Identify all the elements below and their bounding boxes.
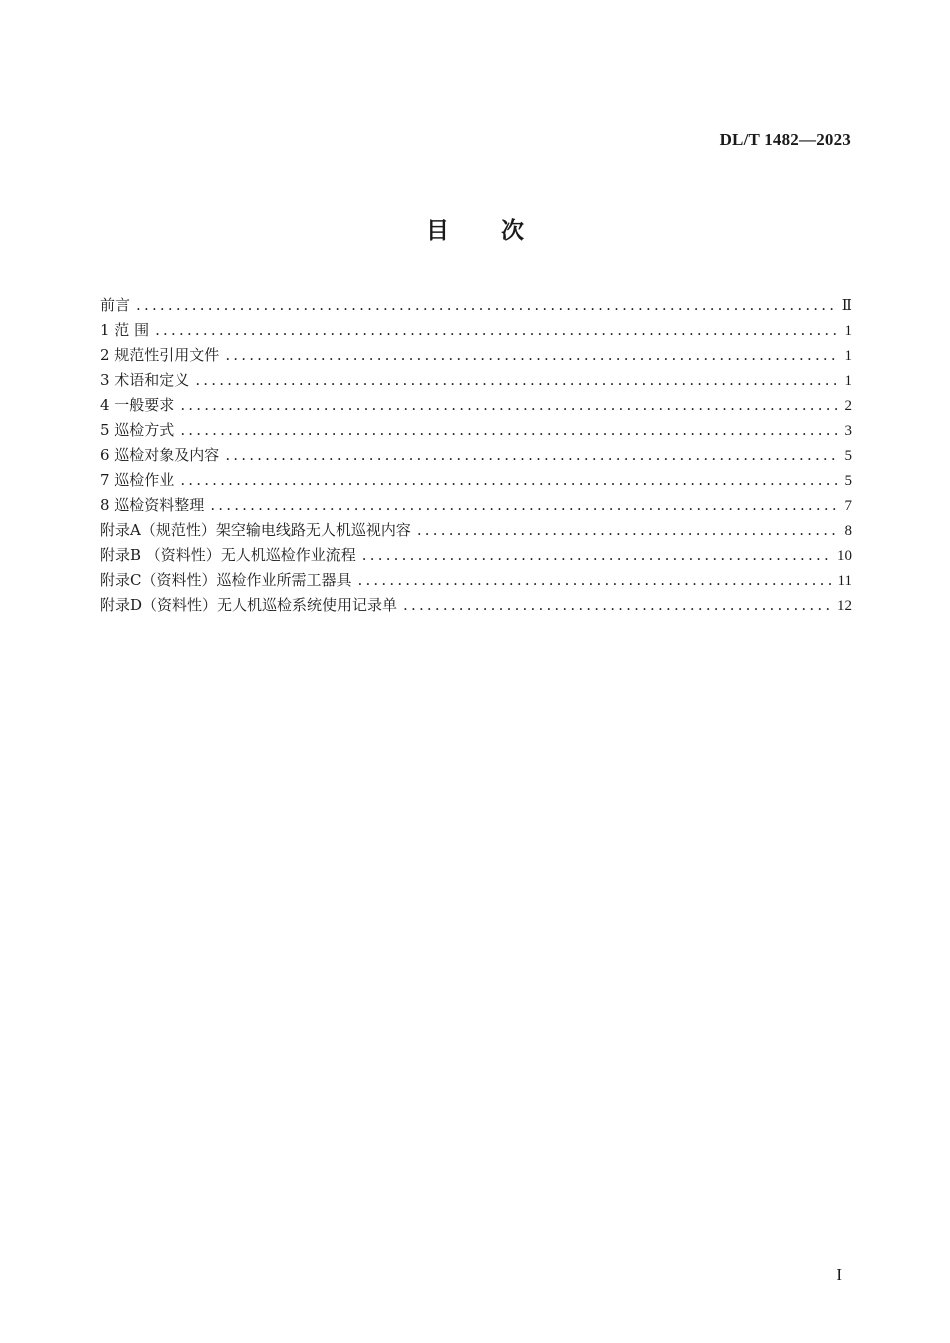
- page-number: I: [836, 1265, 842, 1284]
- toc-dot-leader: [225, 443, 838, 468]
- toc-entry-page: 5: [844, 448, 852, 464]
- toc-entry-text: 3 术语和定义: [100, 371, 190, 389]
- toc-entry-page: 11: [837, 573, 852, 589]
- toc-entry-text: 2 规范性引用文件: [100, 346, 220, 364]
- toc-entry-page: 1: [844, 323, 852, 339]
- toc-entry-data-processing[interactable]: [100, 493, 852, 518]
- toc-entry-text: 附录A（规范性）架空输电线路无人机巡视内容: [100, 521, 411, 539]
- toc-entry-text: 附录B （资料性）无人机巡检作业流程: [100, 546, 356, 564]
- toc-dot-leader: [357, 568, 833, 593]
- toc-entry-normative-references[interactable]: [100, 343, 852, 368]
- toc-dot-leader: [180, 393, 838, 418]
- toc-entry-appendix-d[interactable]: [100, 593, 852, 618]
- toc-entry-text: 4 一般要求: [100, 396, 175, 414]
- toc-entry-text: 5 巡检方式: [100, 421, 175, 439]
- toc-title: 目次: [426, 218, 576, 244]
- toc-entry-text: 8 巡检资料整理: [100, 496, 205, 514]
- toc-entry-scope[interactable]: [100, 318, 852, 343]
- toc-entry-page: Ⅱ: [841, 298, 852, 314]
- toc-dot-leader: [362, 543, 833, 568]
- toc-entry-inspection-objects[interactable]: [100, 443, 852, 468]
- toc-dot-leader: [417, 518, 838, 543]
- toc-entry-appendix-a[interactable]: [100, 518, 852, 543]
- toc-entry-page: 1: [844, 348, 852, 364]
- toc-entry-page: 12: [837, 598, 852, 614]
- toc-entry-page: 3: [844, 423, 852, 439]
- toc-entry-text: 6 巡检对象及内容: [100, 446, 220, 464]
- toc-dot-leader: [225, 343, 838, 368]
- toc-entry-text: 附录D（资料性）无人机巡检系统使用记录单: [100, 596, 398, 614]
- toc-entry-inspection-methods[interactable]: [100, 418, 852, 443]
- toc-entry-appendix-b[interactable]: [100, 543, 852, 568]
- toc-dot-leader: [195, 368, 838, 393]
- toc-entry-page: 5: [844, 473, 852, 489]
- toc-entry-text: 附录C（资料性）巡检作业所需工器具: [100, 571, 352, 589]
- toc-dot-leader: [210, 493, 838, 518]
- toc-dot-leader: [180, 418, 838, 443]
- document-code: DL/T 1482—2023: [719, 130, 851, 149]
- toc-entry-page: 7: [844, 498, 852, 514]
- toc-entry-inspection-operation[interactable]: [100, 468, 852, 493]
- toc-entry-text: 1 范 围: [100, 321, 150, 339]
- toc-entry-preface[interactable]: [100, 293, 852, 318]
- toc-entry-terms[interactable]: [100, 368, 852, 393]
- toc-dot-leader: [403, 593, 833, 618]
- toc-dot-leader: [155, 318, 838, 343]
- toc-dot-leader: [136, 293, 838, 318]
- table-of-contents: [100, 293, 852, 618]
- toc-entry-general-requirements[interactable]: [100, 393, 852, 418]
- toc-entry-page: 1: [844, 373, 852, 389]
- toc-entry-page: 2: [844, 398, 852, 414]
- toc-entry-appendix-c[interactable]: [100, 568, 852, 593]
- toc-dot-leader: [180, 468, 838, 493]
- toc-entry-page: 8: [844, 523, 852, 539]
- toc-entry-text: 7 巡检作业: [100, 471, 175, 489]
- toc-entry-page: 10: [837, 548, 852, 564]
- toc-entry-text: 前言: [100, 296, 131, 314]
